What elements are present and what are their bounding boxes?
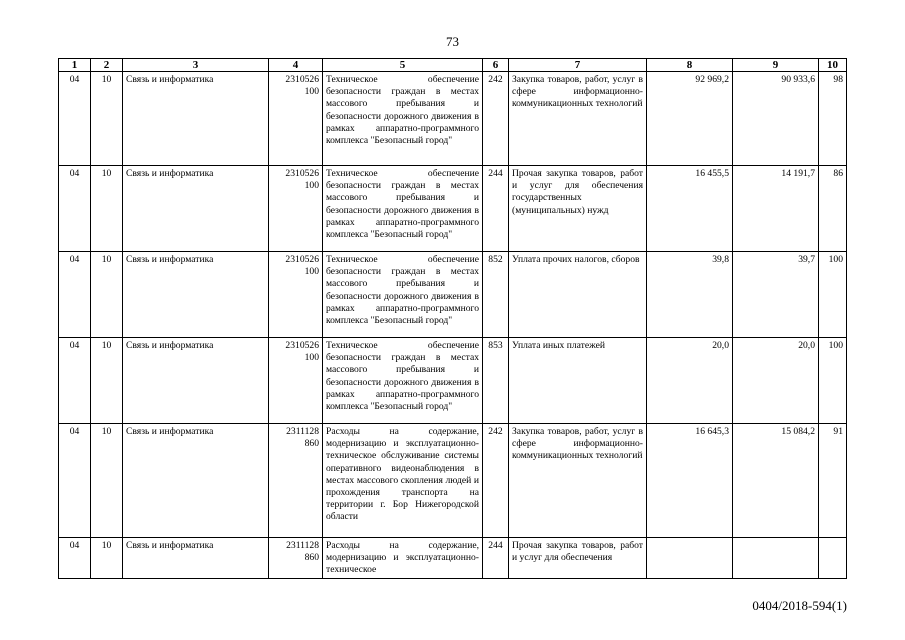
expense-type-code: 852: [483, 252, 509, 338]
actual-amount: 14 191,7: [733, 166, 819, 252]
table-row: [59, 252, 847, 338]
table-row: [59, 338, 847, 424]
expense-type-name: Закупка товаров, работ, услуг в сфере информационно-коммуникационных технологий: [509, 72, 647, 166]
header-cell: 2: [91, 59, 123, 72]
execution-percent: 98: [819, 72, 847, 166]
section-name: Связь и информатика: [123, 252, 269, 338]
target-article-code: 2311128 860: [269, 538, 323, 579]
page-number: 73: [446, 34, 459, 49]
header-cell: 9: [733, 59, 819, 72]
target-article-name: Техническое обеспечение безопасности граждан в местах массового пребывания и безопасности дорожного движения в рамках аппаратно-программного комплекса "Безопасный город": [323, 252, 483, 338]
header-cell: 10: [819, 59, 847, 72]
header-cell: 5: [323, 59, 483, 72]
execution-percent: [819, 538, 847, 579]
expense-type-code: 242: [483, 424, 509, 538]
expense-type-name: Уплата иных платежей: [509, 338, 647, 424]
expense-type-name: Прочая закупка товаров, работ и услуг для обеспечения: [509, 538, 647, 579]
header-cell: 3: [123, 59, 269, 72]
planned-amount: 16 645,3: [647, 424, 733, 538]
subsection-code: 10: [91, 252, 123, 338]
table-row: [59, 424, 847, 538]
expense-type-name: Закупка товаров, работ, услуг в сфере информационно-коммуникационных технологий: [509, 424, 647, 538]
section-name: Связь и информатика: [123, 538, 269, 579]
table-row: [59, 72, 847, 166]
actual-amount: 39,7: [733, 252, 819, 338]
table-row: [59, 538, 847, 579]
actual-amount: 15 084,2: [733, 424, 819, 538]
table-row: [59, 166, 847, 252]
target-article-name: Расходы на содержание, модернизацию и эксплуатационно-техническое: [323, 538, 483, 579]
section-code: 04: [59, 424, 91, 538]
header-cell: 7: [509, 59, 647, 72]
actual-amount: 90 933,6: [733, 72, 819, 166]
target-article-name: Техническое обеспечение безопасности граждан в местах массового пребывания и безопасности дорожного движения в рамках аппаратно-программного комплекса "Безопасный город": [323, 338, 483, 424]
subsection-code: 10: [91, 424, 123, 538]
document-code: 0404/2018-594(1): [752, 598, 847, 613]
planned-amount: [647, 538, 733, 579]
section-name: Связь и информатика: [123, 72, 269, 166]
header-cell: 4: [269, 59, 323, 72]
target-article-code: 2310526 100: [269, 72, 323, 166]
planned-amount: 39,8: [647, 252, 733, 338]
header-cell: 8: [647, 59, 733, 72]
target-article-name: Техническое обеспечение безопасности граждан в местах массового пребывания и безопасности дорожного движения в рамках аппаратно-программного комплекса "Безопасный город": [323, 166, 483, 252]
target-article-name: Техническое обеспечение безопасности граждан в местах массового пребывания и безопасности дорожного движения в рамках аппаратно-программного комплекса "Безопасный город": [323, 72, 483, 166]
section-code: 04: [59, 72, 91, 166]
planned-amount: 16 455,5: [647, 166, 733, 252]
planned-amount: 20,0: [647, 338, 733, 424]
section-name: Связь и информатика: [123, 424, 269, 538]
subsection-code: 10: [91, 538, 123, 579]
execution-percent: 100: [819, 252, 847, 338]
target-article-code: 2310526 100: [269, 252, 323, 338]
subsection-code: 10: [91, 338, 123, 424]
execution-percent: 100: [819, 338, 847, 424]
target-article-code: 2310526 100: [269, 166, 323, 252]
expense-type-code: 244: [483, 166, 509, 252]
section-name: Связь и информатика: [123, 166, 269, 252]
planned-amount: 92 969,2: [647, 72, 733, 166]
expense-type-code: 853: [483, 338, 509, 424]
header-cell: 1: [59, 59, 91, 72]
expense-type-name: Прочая закупка товаров, работ и услуг для обеспечения государственных (муниципальных) нужд: [509, 166, 647, 252]
target-article-code: 2311128 860: [269, 424, 323, 538]
actual-amount: [733, 538, 819, 579]
expense-type-code: 244: [483, 538, 509, 579]
header-cell: 6: [483, 59, 509, 72]
budget-table: [58, 58, 847, 579]
section-code: 04: [59, 252, 91, 338]
subsection-code: 10: [91, 166, 123, 252]
header-row: [59, 59, 847, 72]
expense-type-code: 242: [483, 72, 509, 166]
expense-type-name: Уплата прочих налогов, сборов: [509, 252, 647, 338]
section-code: 04: [59, 538, 91, 579]
target-article-code: 2310526 100: [269, 338, 323, 424]
target-article-name: Расходы на содержание, модернизацию и эксплуатационно-техническое обслуживание системы оперативного видеонаблюдения в местах массового скопления людей и прохождения транспорта на территории г. Бор Нижегородской области: [323, 424, 483, 538]
section-code: 04: [59, 166, 91, 252]
execution-percent: 91: [819, 424, 847, 538]
subsection-code: 10: [91, 72, 123, 166]
section-code: 04: [59, 338, 91, 424]
section-name: Связь и информатика: [123, 338, 269, 424]
actual-amount: 20,0: [733, 338, 819, 424]
execution-percent: 86: [819, 166, 847, 252]
